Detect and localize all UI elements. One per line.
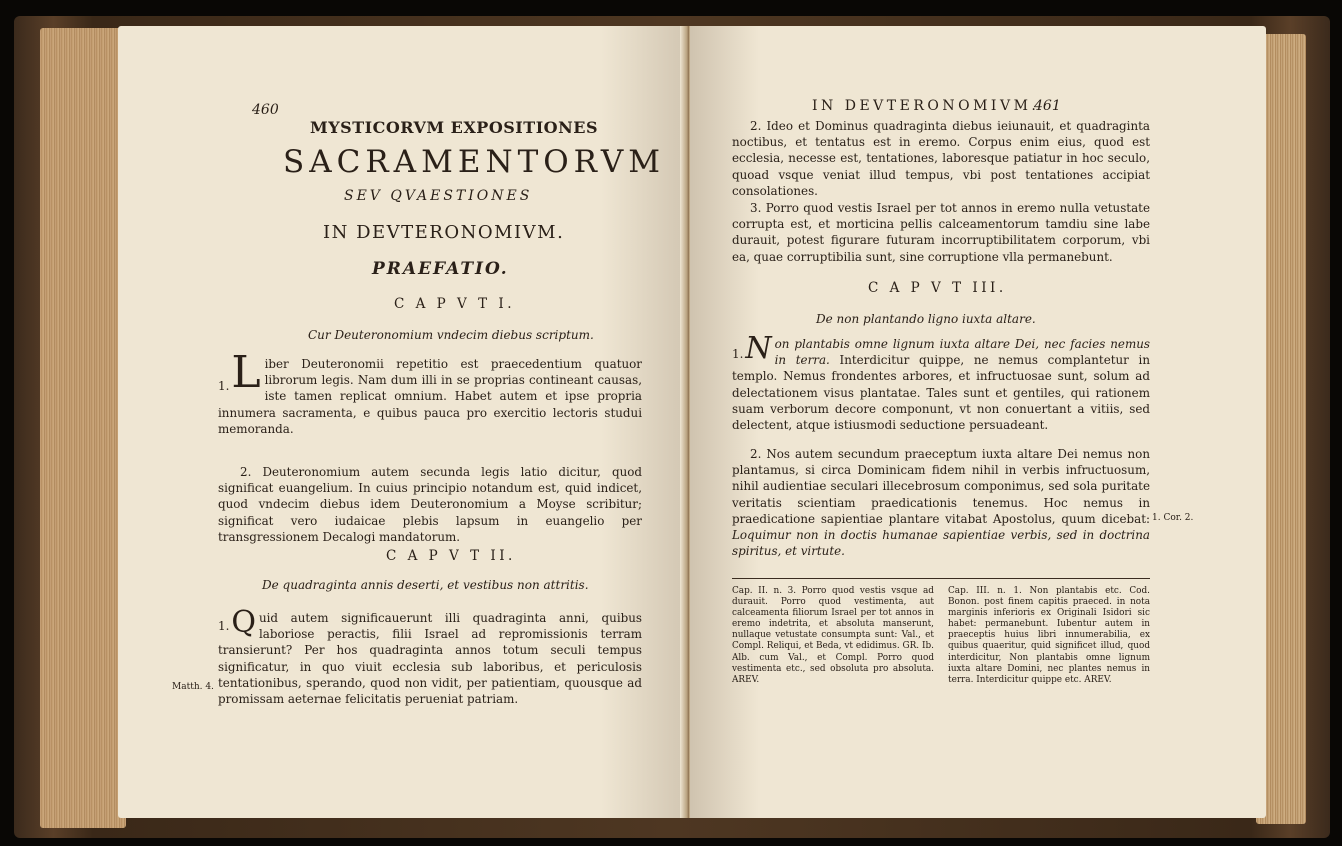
caput-3-paragraph-2 (732, 446, 1150, 559)
drop-cap-initial: N (745, 331, 772, 366)
caput-2-heading: C A P V T II. (386, 548, 516, 564)
caput-2-subtitle: De quadraginta annis deserti, et vestibus non attritis. (262, 578, 589, 592)
running-head: IN DEVTERONOMIVM. (812, 98, 1040, 114)
paragraph-number: 1. (218, 619, 230, 633)
margin-note-left: Matth. 4. (172, 682, 214, 692)
paragraph-text: iber Deuteronomii repetitio est praecedentium quatuor librorum legis. Nam dum illi in se proprias contineant causas, iste tamen replicat omnium. Habet autem et ipse propria innumera sacramenta, e quibus pauca pro exercitio lectoris studui memoranda. (218, 357, 642, 436)
caput-2-paragraph-2: 2. Ideo et Dominus quadraginta diebus ieiunauit, et quadraginta noctibus, et tentatus est in eremo. Corpus enim eius, quod est ecclesia, necesse est, tentationes, laboresque patiatur in hoc seculo, quoad vsque veniat illud tempus, vbi post tentationes accipiat consolationes. (732, 119, 1150, 198)
page-number: 461 (1034, 98, 1061, 114)
caput-1-heading: C A P V T I. (394, 296, 515, 312)
page-number: 460 (252, 102, 279, 118)
paragraph-number: 1. (218, 379, 230, 393)
scripture-quote: Loquimur non in doctis humanae sapientiae verbis, sed in doctrina spiritus, et virtute. (732, 528, 1150, 559)
caput-2-paragraph-1 (218, 605, 642, 707)
title-line-4: IN DEVTERONOMIVM. (323, 222, 565, 243)
paragraph-number: 1. (732, 347, 744, 361)
footnote-left: Cap. II. n. 3. Porro quod vestis vsque ad durauit. Porro quod vestimenta, aut calceamenta filiorum Israel per tot annos in eremo indetrita, et absoluta manserunt, nullaque vetustate consumpta sunt: Val., et Compl. Reliqui, et Beda, vt edidimus. GR. Ib. Alb. cum Val., et Compl. Porro quod vestimenta etc., sed obsoluta pro absoluta. AREV. (732, 586, 934, 685)
drop-cap-initial: L (231, 347, 261, 398)
title-line-2: SACRAMENTORVM (283, 144, 666, 180)
page-edges-left (40, 28, 126, 828)
title-line-1: MYSTICORVM EXPOSITIONES (310, 118, 598, 137)
paragraph-text: Interdicitur quippe, ne nemus complantetur in templo. Nemus frondentes arbores, et infructuosae sunt, solum ad delectationem visus plantatae. Tales sunt et gentiles, qui rationem suam verborum decore componunt, vt non conuertant a vitiis, sed delectent, atque istiusmodi seductione persuadeant. (732, 353, 1150, 433)
caput-1-paragraph-1 (218, 347, 642, 437)
drop-cap-initial: Q (231, 605, 256, 640)
title-line-3: SEV QVAESTIONES (344, 188, 533, 204)
paragraph-text: uid autem significauerunt illi quadraginta anni, quibus laboriose peractis, filii Israel ad repromissionis terram transierunt? Per hos quadraginta annos totum seculi tempus significatur, in quo viuit ecclesia sub laboribus, et periculosis tentationibus, sperando, quod non vidit, per patientiam, quousque ad promissam aeternae felicitatis perueniat patriam. (218, 611, 642, 707)
scripture-quote: on plantabis omne lignum iuxta altare Dei, nec facies nemus in terra. (774, 337, 1150, 368)
caput-2-paragraph-3: 3. Porro quod vestis Israel per tot annos in eremo nulla vetustate corrupta est, et morticina pellis calceamentorum tamdiu sine labe durauit, potest figurare futuram incorruptibilitatem corporum, vbi ea, quae corruptibilia sunt, sine corruptione vlla permanebunt. (732, 201, 1150, 264)
paragraph-text: 2. Nos autem secundum praeceptum iuxta altare Dei nemus non plantamus, si circa Dominicam fidem nihil in verbis infructuosum, nihil audientiae seculari illecebrosum componimus, sed sola puritate veritatis scientiam praedicationis tenemus. Hoc nemus in praedicatione sapientiae plantare vitabat Apostolus, quum dicebat: (732, 447, 1150, 526)
caput-3-heading: C A P V T III. (868, 280, 1007, 296)
praefatio-heading: PRAEFATIO. (372, 259, 509, 279)
footnote-rule (732, 578, 1150, 579)
caput-1-subtitle: Cur Deuteronomium vndecim diebus scriptum. (308, 328, 594, 342)
caput-1-paragraph-2: 2. Deuteronomium autem secunda legis latio dicitur, quod significat euangelium. In cuius principio notandum est, quid indicet, quod vndecim diebus idem Deuteronomium a Moyse scribitur; significat vero iudaicae plebis lapsum in euangelio per transgressionem Decalogi mandatorum. (218, 465, 642, 544)
footnote-right: Cap. III. n. 1. Non plantabis etc. Cod. Bonon. post finem capitis praeced. in nota marginis inferioris ex Originali Isidori sic habet: permanebunt. Iubentur autem in praeceptis huius libri innumerabilia, ex quibus quaeritur, quid significet illud, quod interdicitur, Non plantabis omne lignum iuxta altare Domini, nec plantes nemus in terra. Interdicitur quippe etc. AREV. (948, 586, 1150, 685)
left-page (118, 26, 686, 818)
caput-3-subtitle: De non plantando ligno iuxta altare. (816, 312, 1036, 326)
margin-note-right: 1. Cor. 2. (1152, 513, 1194, 523)
right-page (690, 26, 1266, 818)
caput-3-paragraph-1 (732, 331, 1150, 433)
